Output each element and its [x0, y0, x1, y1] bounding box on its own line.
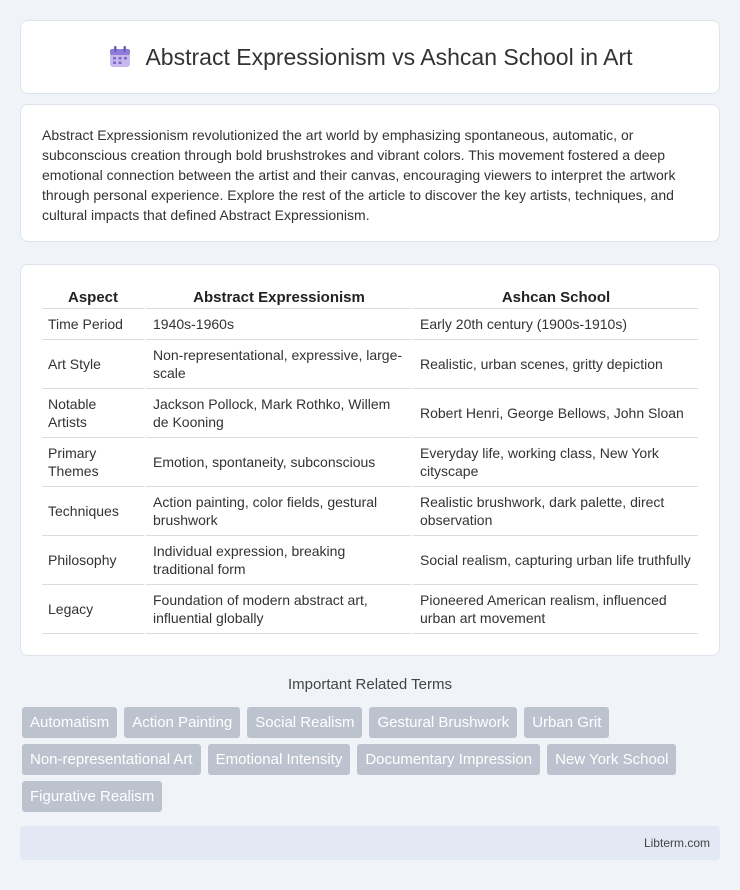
row-ashcan: Early 20th century (1900s-1910s) — [411, 309, 698, 340]
tag-automatism[interactable]: Automatism — [22, 707, 117, 738]
table-row — [42, 389, 698, 438]
header-card — [20, 20, 720, 94]
header-ashcan-school: Ashcan School — [411, 285, 698, 309]
tag-figurative-realism[interactable]: Figurative Realism — [22, 781, 162, 812]
comparison-card — [20, 264, 720, 656]
related-terms-section — [0, 676, 740, 693]
row-aspect: Legacy — [42, 585, 144, 634]
related-terms-title: Important Related Terms — [288, 676, 452, 693]
row-aspect: Philosophy — [42, 536, 144, 585]
row-aspect: Notable Artists — [42, 389, 144, 438]
row-ashcan: Pioneered American realism, influenced urban art movement — [411, 585, 698, 634]
related-tags — [22, 707, 722, 818]
row-abstract: Individual expression, breaking traditional form — [144, 536, 411, 585]
tag-urban-grit[interactable]: Urban Grit — [524, 707, 609, 738]
tag-action-painting[interactable]: Action Painting — [124, 707, 240, 738]
footer — [20, 826, 720, 860]
tag-gestural-brushwork[interactable]: Gestural Brushwork — [369, 707, 517, 738]
comparison-table — [42, 285, 698, 634]
row-aspect: Time Period — [42, 309, 144, 340]
row-ashcan: Robert Henri, George Bellows, John Sloan — [411, 389, 698, 438]
header-abstract-expressionism: Abstract Expressionism — [144, 285, 411, 309]
tag-new-york-school[interactable]: New York School — [547, 744, 676, 775]
row-abstract: Foundation of modern abstract art, influential globally — [144, 585, 411, 634]
table-row — [42, 585, 698, 634]
tag-documentary-impression[interactable]: Documentary Impression — [357, 744, 540, 775]
table-row — [42, 438, 698, 487]
intro-text: Abstract Expressionism revolutionized the art world by emphasizing spontaneous, automatic, or subconscious creation through bold brushstrokes and vibrant colors. This movement fostered a deep emotional connection between the artist and their canvas, encouraging viewers to interpret the artwork through personal experience. Explore the rest of the article to discover the key artists, techniques, and cultural impacts that defined Abstract Expressionism. — [42, 127, 676, 223]
table-row — [42, 309, 698, 340]
calendar-icon — [107, 44, 133, 70]
intro-card — [20, 104, 720, 242]
row-abstract: Jackson Pollock, Mark Rothko, Willem de Kooning — [144, 389, 411, 438]
row-aspect: Techniques — [42, 487, 144, 536]
tag-non-representational-art[interactable]: Non-representational Art — [22, 744, 201, 775]
row-ashcan: Realistic brushwork, dark palette, direct observation — [411, 487, 698, 536]
page-title: Abstract Expressionism vs Ashcan School in Art — [145, 43, 633, 70]
row-ashcan: Social realism, capturing urban life truthfully — [411, 536, 698, 585]
row-abstract: Action painting, color fields, gestural brushwork — [144, 487, 411, 536]
row-aspect: Art Style — [42, 340, 144, 389]
table-row — [42, 340, 698, 389]
row-ashcan: Realistic, urban scenes, gritty depiction — [411, 340, 698, 389]
row-abstract: Emotion, spontaneity, subconscious — [144, 438, 411, 487]
row-aspect: Primary Themes — [42, 438, 144, 487]
row-abstract: 1940s-1960s — [144, 309, 411, 340]
tag-emotional-intensity[interactable]: Emotional Intensity — [208, 744, 351, 775]
row-ashcan: Everyday life, working class, New York cityscape — [411, 438, 698, 487]
row-abstract: Non-representational, expressive, large-scale — [144, 340, 411, 389]
footer-site-link[interactable]: Libterm.com — [643, 836, 710, 850]
tag-social-realism[interactable]: Social Realism — [247, 707, 362, 738]
table-row — [42, 536, 698, 585]
header-aspect: Aspect — [42, 285, 144, 309]
table-row — [42, 487, 698, 536]
